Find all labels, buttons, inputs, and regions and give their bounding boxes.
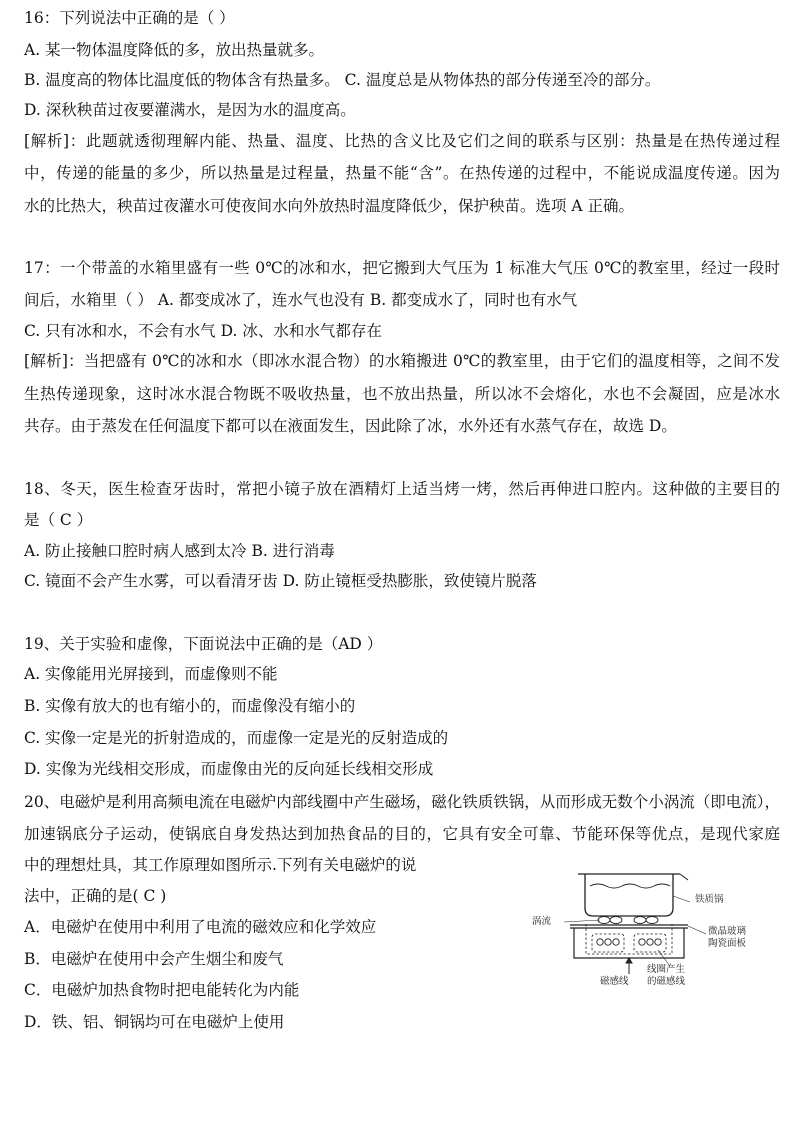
induction-cooker-diagram [530,862,770,992]
eddy-current-loops [598,917,658,924]
label-iron-pot: 铁质锅 [695,894,724,905]
iron-pot [578,874,688,916]
q17-stem: 17：一个带盖的水箱里盛有一些 0℃的冰和水，把它搬到大气压为 1 标准大气压 0℃的教室里，经过一段时 [24,259,780,277]
label-ceramic-panel: 陶瓷面板 [708,938,747,949]
q17-analysis-line: [解析]：当把盛有 0℃的冰和水（即冰水混合物）的水箱搬进 0℃的教室里，由于它们的温度相等，之间不发 [24,352,780,370]
q19-option-c: C. 实像一定是光的折射造成的，而虚像一定是光的反射造成的 [24,729,449,747]
field-arrow [626,958,632,974]
q20-option-a: A．电磁炉在使用中利用了电流的磁效应和化学效应 [24,918,377,936]
q17-options-c-d: C. 只有冰和水，不会有水气 D. 冰、水和水气都存在 [24,322,382,340]
q20-option-b: B．电磁炉在使用中会产生烟尘和废气 [24,950,284,968]
q20-stem: 20、电磁炉是利用高频电流在电磁炉内部线圈中产生磁场，磁化铁质铁锅，从而形成无数个小涡流（即电流）， [24,793,780,811]
q16-analysis-line: [解析]：此题就透彻理解内能、热量、温度、比热的含义比及它们之间的联系与区别：热量是在热传递过程 [24,132,780,150]
q16-option-a: A. 某一物体温度降低的多，放出热量就多。 [24,41,325,59]
q19-option-a: A. 实像能用光屏接到，而虚像则不能 [24,665,278,683]
q16-option-d: D. 深秋秧苗过夜要灌满水，是因为水的温度高。 [24,101,356,119]
q17-analysis-line: 生热传递现象，这时冰水混合物既不吸收热量，也不放出热量，所以冰不会熔化，水也不会凝固，应是冰水 [24,385,780,403]
q16-stem: 16：下列说法中正确的是（ ） [24,9,235,27]
q19-option-d: D. 实像为光线相交形成，而虚像由光的反向延长线相交形成 [24,760,434,778]
q16-option-b-c: B. 温度高的物体比温度低的物体含有热量多。 C. 温度总是从物体热的部分传递至冷的部分。 [24,71,661,89]
label-magnetic-field: 磁感线 [600,976,629,987]
q19-option-b: B. 实像有放大的也有缩小的，而虚像没有缩小的 [24,697,356,715]
ceramic-panel-housing [570,925,688,958]
q20-stem: 加速锅底分子运动，使锅底自身发热达到加热食品的目的，它具有安全可靠、节能环保等优点，是现代家庭 [24,825,780,843]
q17-stem-options-a-b: 间后，水箱里（ ） A. 都变成冰了，连水气也没有 B. 都变成水了，同时也有水气 [24,291,578,309]
label-coil-field: 的磁感线 [647,976,686,987]
q20-stem: 中的理想灶具，其工作原理如图所示.下列有关电磁炉的说 [24,856,417,874]
q18-options-a-b: A. 防止接触口腔时病人感到太冷 B. 进行消毒 [24,542,335,560]
coil-windings [597,939,661,945]
q17-analysis-line: 共存。由于蒸发在任何温度下都可以在液面发生，因此除了冰，水外还有水蒸气存在，故选 D。 [24,417,677,435]
q20-option-c: C．电磁炉加热食物时把电能转化为内能 [24,981,300,999]
q20-option-d: D．铁、铝、铜锅均可在电磁炉上使用 [24,1013,285,1031]
q16-analysis-line: 中，传递的能量的多少，所以热量是过程量，热量不能“含”。在热传递的过程中，不能说成温度传递。因为 [24,164,780,182]
q18-options-c-d: C. 镜面不会产生水雾，可以看清牙齿 D. 防止镜框受热膨胀，致使镜片脱落 [24,572,537,590]
label-ceramic-panel: 微晶玻璃 [708,926,747,937]
label-eddy-current: 涡流 [532,916,552,927]
q20-stem-answer: 法中，正确的是( C ) [24,887,167,905]
q18-stem: 18、冬天，医生检查牙齿时，常把小镜子放在酒精灯上适当烤一烤，然后再伸进口腔内。这种做的主要目的 [24,480,780,498]
q18-stem-answer: 是（ C ） [24,511,93,529]
q19-stem: 19、关于实验和虚像，下面说法中正确的是（AD ） [24,635,383,653]
label-coil-field: 线圈产生 [647,964,686,975]
q16-analysis-line: 水的比热大，秧苗过夜灌水可使夜间水向外放热时温度降低少，保护秧苗。选项 A 正确。 [24,197,635,215]
